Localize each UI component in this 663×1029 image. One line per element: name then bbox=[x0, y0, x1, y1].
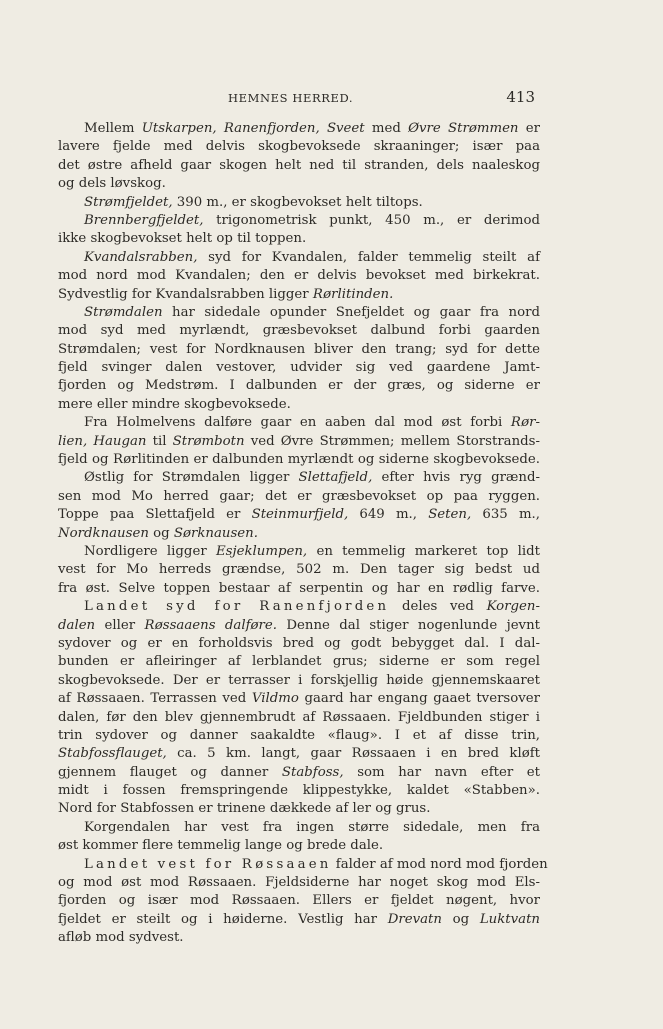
text-line bbox=[58, 157, 540, 175]
text-segment: mere eller mindre skogbevoksede. bbox=[58, 396, 291, 412]
text-line bbox=[58, 800, 540, 818]
text-line bbox=[58, 543, 540, 561]
text-line bbox=[58, 175, 540, 193]
text-line bbox=[58, 230, 540, 248]
text-line bbox=[58, 580, 540, 598]
text-line bbox=[58, 451, 540, 469]
text-line bbox=[58, 304, 540, 322]
text-segment: Strømdalen; vest for Nordknausen bliver den trang; syd for dette bbox=[58, 341, 540, 357]
text-segment: 390 m., er skogbevokset helt tiltops. bbox=[172, 194, 423, 210]
text-line bbox=[58, 819, 540, 837]
text-segment: Sydvestlig for Kvandalsrabben ligger bbox=[58, 286, 313, 302]
running-header bbox=[228, 88, 535, 106]
text-line bbox=[58, 506, 540, 524]
text-segment: Nordligere ligger bbox=[84, 543, 216, 559]
text-line bbox=[58, 525, 540, 543]
italic-term: Haugan bbox=[93, 433, 147, 449]
text-segment: sen mod Mo herred gaar; det er græsbevokset op paa ryggen. bbox=[58, 488, 540, 504]
text-line bbox=[58, 617, 540, 635]
text-line bbox=[58, 856, 548, 874]
italic-term: Røssaaens dalføre. bbox=[144, 617, 277, 633]
text-segment: Østlig for Strømdalen ligger bbox=[84, 470, 299, 486]
italic-term: Steinmurfjeld, bbox=[251, 507, 349, 523]
text-segment: Korgendalen har vest fra ingen større sidedale, men fra bbox=[84, 819, 540, 835]
text-line bbox=[58, 414, 540, 432]
text-segment: trin sydover og danner saakaldte «flaug». I et af disse trin, bbox=[58, 727, 540, 743]
text-line bbox=[58, 138, 540, 156]
text-segment: fjeld og Rørlitinden er dalbunden myrlændt og siderne skogbevoksede. bbox=[58, 452, 540, 468]
text-segment: Landet syd for Ranenfjorden bbox=[84, 599, 390, 615]
italic-term: Strømdalen bbox=[84, 304, 163, 320]
italic-term: dalen bbox=[58, 617, 96, 633]
text-line bbox=[58, 561, 540, 579]
text-segment: og bbox=[441, 911, 480, 927]
text-line bbox=[58, 469, 540, 487]
text-segment: afløb mod sydvest. bbox=[58, 930, 184, 946]
text-segment: mod nord mod Kvandalen; den er delvis bevokset med birkekrat. bbox=[58, 268, 540, 284]
text-line bbox=[58, 488, 540, 506]
italic-term: Esjeklumpen, bbox=[215, 543, 308, 559]
text-segment: midt i fossen fremspringende klippestykke, kaldet «Stabben». bbox=[58, 783, 540, 799]
text-segment: det østre afheld gaar skogen helt ned til stranden, dels naaleskog bbox=[58, 157, 540, 173]
italic-term: Drevatn bbox=[387, 911, 442, 927]
text-segment: eller bbox=[95, 617, 145, 633]
text-segment bbox=[217, 121, 224, 136]
text-segment: syd for Kvandalen, falder temmelig steilt af bbox=[197, 249, 540, 265]
text-segment: øst kommer flere temmelig lange og brede dale. bbox=[58, 838, 384, 854]
text-segment: lavere fjelde med delvis skogbevoksede skraaninger; især paa bbox=[58, 139, 540, 155]
text-segment: gaard har engang gaaet tversover bbox=[298, 691, 540, 707]
text-segment: er bbox=[518, 121, 540, 136]
text-segment: og mod øst mod Røssaaen. Fjeldsiderne har noget skog mod Els- bbox=[58, 875, 540, 891]
text-segment: som har navn efter et bbox=[343, 764, 540, 780]
text-segment: Landet vest for Røssaaen bbox=[84, 856, 332, 872]
italic-term: Rør- bbox=[510, 415, 540, 431]
text-line bbox=[58, 782, 540, 800]
text-segment: deles ved bbox=[389, 599, 487, 615]
text-segment: 649 m., bbox=[348, 507, 429, 523]
italic-term: Stabfossflauget, bbox=[58, 746, 167, 762]
text-segment: ca. 5 km. langt, gaar Røssaaen i en bred kløft bbox=[166, 746, 540, 762]
text-segment: fjeld svinger dalen vestover, udvider sig ved gaardene Jamt- bbox=[58, 360, 540, 376]
text-segment bbox=[320, 121, 327, 136]
text-line bbox=[58, 690, 540, 708]
text-line bbox=[58, 764, 540, 782]
text-segment bbox=[441, 121, 448, 136]
text-segment: Toppe paa Slettafjeld er bbox=[58, 507, 252, 523]
text-segment: og bbox=[148, 525, 174, 541]
italic-term: Vildmo bbox=[251, 691, 299, 707]
italic-term: Strømbotn bbox=[172, 433, 245, 449]
text-segment: vest for Mo herreds grændse, 502 m. Den tager sig bedst ud bbox=[58, 562, 540, 578]
text-segment: Mellem bbox=[84, 121, 142, 136]
text-line bbox=[58, 322, 540, 340]
italic-term: Sørknausen. bbox=[173, 525, 258, 541]
text-line bbox=[58, 194, 540, 212]
text-segment: Fra Holmelvens dalføre gaar en aaben dal mod øst forbi bbox=[84, 415, 511, 431]
text-line bbox=[58, 359, 540, 377]
header-title: HEMNES HERRED. bbox=[228, 91, 354, 105]
text-segment: ved Øvre Strømmen; mellem Storstrands- bbox=[244, 433, 540, 449]
text-segment: mod syd med myrlændt, græsbevokset dalbund forbi gaarden bbox=[58, 323, 540, 339]
text-segment: 635 m., bbox=[471, 507, 541, 523]
text-segment: Denne dal stiger nogenlunde jevnt bbox=[276, 617, 540, 633]
text-line bbox=[58, 249, 540, 267]
italic-term: Slettafjeld, bbox=[298, 470, 373, 486]
text-line bbox=[58, 396, 540, 414]
text-line bbox=[58, 929, 540, 947]
italic-term: Sveet bbox=[326, 121, 365, 136]
text-segment: fra øst. Selve toppen bestaar af serpentin og har en rødlig farve. bbox=[58, 580, 540, 596]
text-line bbox=[58, 120, 540, 138]
italic-term: Utskarpen, bbox=[141, 121, 217, 136]
italic-term: Strømmen bbox=[448, 121, 519, 136]
text-line bbox=[58, 653, 540, 671]
text-segment: falder af mod nord mod fjorden bbox=[331, 856, 548, 872]
text-line bbox=[58, 745, 540, 763]
text-segment: har sidedale opunder Snefjeldet og gaar fra nord bbox=[162, 304, 540, 320]
text-segment: fjeldet er steilt og i høiderne. Vestlig har bbox=[58, 911, 388, 927]
text-segment: bunden er afleiringer af lerblandet grus; siderne er som regel bbox=[58, 654, 540, 670]
italic-term: lien, bbox=[58, 433, 88, 449]
italic-term: Nordknausen bbox=[58, 525, 149, 541]
italic-term: Øvre bbox=[408, 121, 441, 136]
italic-term: Strømfjeldet, bbox=[84, 194, 173, 210]
text-segment: sydover og er en forholdsvis bred og godt bebygget dal. I dal- bbox=[58, 635, 540, 651]
text-line bbox=[58, 286, 540, 304]
text-segment: til bbox=[146, 433, 173, 449]
italic-term: Stabfoss, bbox=[281, 764, 344, 780]
text-line bbox=[58, 874, 540, 892]
text-segment: efter hvis ryg grænd- bbox=[372, 470, 540, 486]
italic-term: Ranenfjorden, bbox=[223, 121, 320, 136]
text-segment: Nord for Stabfossen er trinene dækkede af ler og grus. bbox=[58, 801, 431, 817]
text-segment: dalen, før den blev gjennembrudt af Røssaaen. Fjeldbunden stiger i bbox=[58, 709, 540, 725]
text-segment: fjorden og Medstrøm. I dalbunden er der græs, og siderne er bbox=[58, 378, 540, 394]
text-line bbox=[58, 598, 540, 616]
text-line bbox=[58, 727, 540, 745]
text-segment: af Røssaaen. Terrassen ved bbox=[58, 691, 252, 707]
page-number: 413 bbox=[506, 88, 535, 106]
italic-term: Brennbergfjeldet, bbox=[84, 212, 204, 228]
text-line bbox=[58, 837, 540, 855]
text-segment: med bbox=[364, 121, 409, 136]
italic-term: Kvandalsrabben, bbox=[84, 249, 198, 265]
text-segment: fjorden og især mod Røssaaen. Ellers er fjeldet nøgent, hvor bbox=[58, 893, 540, 909]
text-line bbox=[58, 267, 540, 285]
italic-term: Luktvatn bbox=[479, 911, 540, 927]
text-segment: ikke skogbevokset helt op til toppen. bbox=[58, 231, 307, 247]
text-line bbox=[58, 709, 540, 727]
text-segment: en temmelig markeret top lidt bbox=[307, 543, 540, 559]
text-line bbox=[58, 212, 540, 230]
text-line bbox=[58, 635, 540, 653]
text-line bbox=[58, 377, 540, 395]
italic-term: Rørlitinden. bbox=[312, 286, 394, 302]
text-segment: og dels løvskog. bbox=[58, 176, 166, 192]
text-segment: gjennem flauget og danner bbox=[58, 764, 282, 780]
text-line bbox=[58, 911, 540, 929]
text-line bbox=[58, 433, 540, 451]
italic-term: Seten, bbox=[428, 507, 472, 523]
text-segment: skogbevoksede. Der er terrasser i forskjellig høide gjennemskaaret bbox=[58, 672, 540, 688]
text-line bbox=[58, 892, 540, 910]
body-text bbox=[58, 120, 548, 948]
text-line bbox=[58, 341, 540, 359]
text-line bbox=[58, 672, 540, 690]
italic-term: Korgen- bbox=[486, 599, 540, 615]
text-segment: trigonometrisk punkt, 450 m., er derimod bbox=[203, 212, 540, 228]
